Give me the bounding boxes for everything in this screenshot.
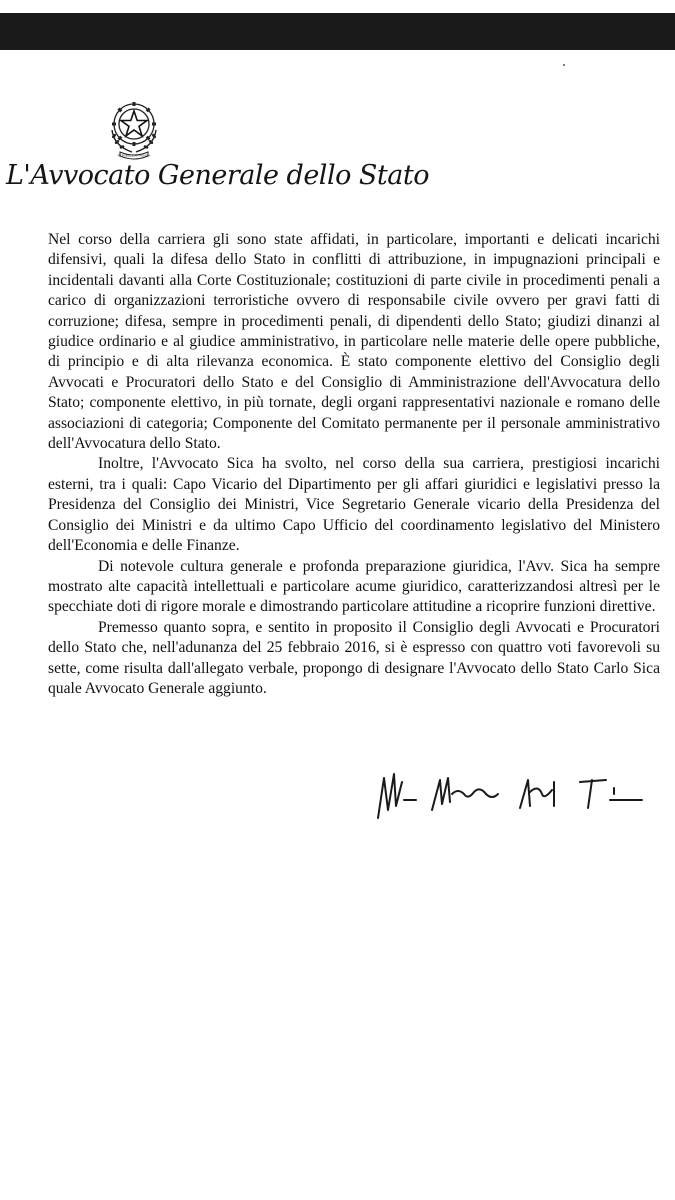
top-status-bar <box>0 0 675 50</box>
document-body <box>48 230 660 699</box>
paragraph-career-duties: Nel corso della carriera gli sono state affidati, in particolare, importanti e delicati incarichi difensivi, quali la difesa dello Stato in conflitti di attribuzione, in impugnazioni principali e incidentali davanti alla Corte Costituzionale; costituzioni di parte civile in procedimenti penali a carico di organizzazioni terroristiche ovvero di responsabile civile ovvero per gravi fatti di corruzione; difesa, sempre in procedimenti penali, di dipendenti dello Stato; giudizi dinanzi al giudice ordinario e al giudice amministrativo, in particolare nelle materie delle opere pubbliche, di principio e di alta rilevanza economica. È stato componente elettivo del Consiglio degli Avvocati e Procuratori dello Stato e del Consiglio di Amministrazione dell'Avvocatura dello Stato; componente elettivo, in più tornate, degli organi rappresentativi nazionale e romano delle associazioni di categoria; Componente del Comitato permanente per il personale amministrativo dell'Avvocatura dello Stato. <box>48 231 660 453</box>
paragraph-external-roles: Inoltre, l'Avvocato Sica ha svolto, nel corso della sua carriera, prestigiosi incarichi esterni, tra i quali: Capo Vicario del Dipartimento per gli affari giuridici e legislativi presso la Presidenza del Consiglio dei Ministri, Vice Segretario Generale vicario della Presidenza del Consiglio dei Ministri e da ultimo Capo Ufficio del coordinamento legislativo del Ministero dell'Economia e delle Finanze. <box>48 455 660 555</box>
emblem-ribbon-text: REPUBBLICA ITALIANA <box>117 153 151 158</box>
paragraph-proposal: Premesso quanto sopra, e sentito in proposito il Consiglio degli Avvocati e Procuratori dello Stato che, nell'adunanza del 25 febbraio 2016, si è espresso con quattro voti favorevoli su sette, come risulta dall'allegato verbale, propongo di designare l'Avvocato dello Stato Carlo Sica quale Avvocato Generale aggiunto. <box>48 618 660 697</box>
letterhead-title: L'Avvocato Generale dello Stato <box>6 160 429 191</box>
handwritten-signature <box>370 760 660 830</box>
scan-speck <box>563 64 565 66</box>
paragraph-qualities: Di notevole cultura generale e profonda preparazione giuridica, l'Avv. Sica ha sempre mostrato alte capacità intellettuali e particolare acume giuridico, caratterizzandosi altresì per le specchiate doti di rigore morale e dimostrando particolare attitudine a ricoprire funzioni direttive. <box>48 557 660 616</box>
italian-republic-emblem-icon <box>106 94 162 160</box>
